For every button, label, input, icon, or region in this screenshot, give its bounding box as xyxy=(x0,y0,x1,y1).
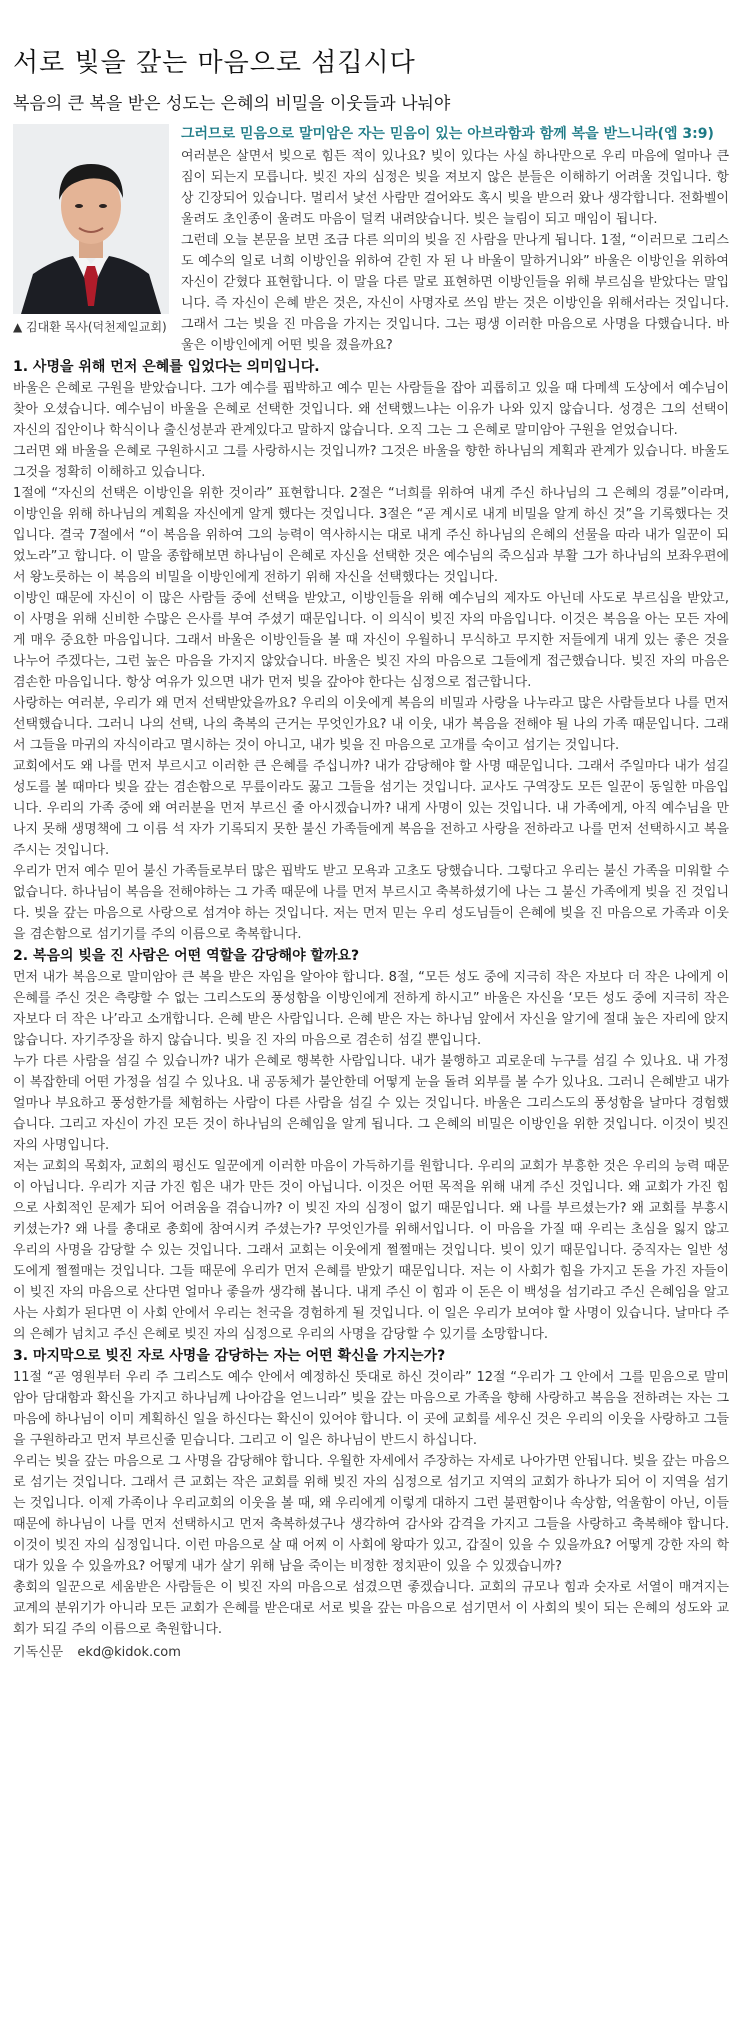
article-subtitle: 복음의 큰 복을 받은 성도는 은혜의 비밀을 이웃들과 나눠야 xyxy=(13,94,451,114)
article-title: 서로 빛을 갚는 마음으로 섬깁시다 xyxy=(13,48,416,78)
body-paragraph: 1절에 “자신의 선택은 이방인을 위한 것이라” 표현합니다. 2절은 “너희를 위하여 내게 주신 하나님의 그 은혜의 경륜”이라며, 이방인을 위해 하나님의 계획을 자신에게 알게 했다는 것입니다. 3절은 “곧 계시로 내게 비밀을 알게 하신 것”을 기록했다는 것입니다. 결국 7절에서 “이 복음을 위하여 그의 능력이 역사하시는 대로 내게 주신 하나님의 은혜의 선물을 따라 내가 일꾼이 되었노라”고 합니다. 이 말을 종합해보면 하나님이 은혜로 자신을 선택한 것은 예수님의 죽으심과 부활 그가 하나님의 보좌우편에서 왕노릇하는 이 복음의 비밀을 이방인에게 전하기 위해 자신을 선택했다는 것입니다. xyxy=(13,486,729,585)
photo-box xyxy=(13,124,169,335)
article-body xyxy=(13,146,729,1640)
body-paragraph: 11절 “곧 영원부터 우리 주 그리스도 예수 안에서 예정하신 뜻대로 하신 것이라” 12절 “우리가 그 안에서 그를 믿음으로 말미암아 담대함과 확신을 가지고 하나님께 나아감을 얻느니라” 빚을 갚는 마음으로 가족을 향해 사랑하고 복음을 전하려는 자는 그 마음에 하나님이 이미 계획하신 일을 하신다는 확신이 있어야 합니다. 이 곳에 교회를 세우신 것은 우리의 이웃을 사랑하고 그들을 구원하라고 먼저 부르신줄 믿습니다. 그리고 이 일은 하나님이 반드시 하십니다. xyxy=(13,1370,729,1448)
contact-email: ekd@kidok.com xyxy=(77,1645,181,1660)
body-paragraph: 바울은 은혜로 구원을 받았습니다. 그가 예수를 핍박하고 예수 믿는 사람들을 잡아 괴롭히고 있을 때 다메섹 도상에서 예수님이 찾아 오셨습니다. 예수님이 바울을 은혜로 선택한 것입니다. 왜 선택했느냐는 이유가 나와 있지 않습니다. 성경은 그의 선택이 자신의 집안이나 학식이나 출신성분과 관계있다고 말하지 않습니다. 오직 그는 그 은혜로 말미암아 구원을 얻었습니다. xyxy=(13,381,729,438)
body-paragraph: 그런데 오늘 본문을 보면 조금 다른 의미의 빚을 진 사람을 만나게 됩니다. 1절, “이러므로 그리스도 예수의 일로 너희 이방인을 위하여 갇힌 자 된 나 바울이 말하거니와” 바울은 이방인을 위하여 자신이 갇혔다 표현합니다. 이 말을 다른 말로 표현하면 이방인들을 위해 부르심을 받았다는 말입니다. 즉 자신이 은혜 받은 것은, 자신이 사명자로 쓰임 받는 것은 이방인을 위해서라는 것입니다. 그래서 그는 빚을 진 마음을 가지는 것입니다. 그는 평생 이러한 마음으로 사명을 다했습니다. 바울은 이방인에게 어떤 빚을 졌을까요? xyxy=(181,233,729,353)
body-paragraph: 교회에서도 왜 나를 먼저 부르시고 이러한 큰 은혜를 주십니까? 내가 감당해야 할 사명 때문입니다. 그래서 주일마다 내가 섬길 성도를 볼 때마다 빚을 갚는 겸손함으로 무릎이라도 꿇고 그들을 섬기는 것입니다. 교사도 구역장도 모든 일꾼이 동일한 마음입니다. 우리의 가족 중에 왜 여러분을 먼저 부르신 줄 아시겠습니까? 내게 사명이 있는 것입니다. 내 가족에게, 아직 예수님을 만나지 못해 생명책에 그 이름 석 자가 기록되지 못한 불신 가족들에게 복음을 전하고 사랑을 전하라고 나를 먼저 선택하시고 복을 주시는 것입니다. xyxy=(13,759,729,858)
body-paragraph: 총회의 일꾼으로 세움받은 사람들은 이 빚진 자의 마음으로 섬겼으면 좋겠습니다. 교회의 규모나 힘과 숫자로 서열이 매겨지는 교계의 분위기가 아니라 모든 교회가 은혜를 받은대로 서로 빚을 갚는 마음으로 섬기면서 이 사회의 빛이 되는 은혜의 성도와 교회가 되길 주의 이름으로 축원합니다. xyxy=(13,1580,729,1637)
scripture-verse: 그러므로 믿음으로 말미암은 자는 믿음이 있는 아브라함과 함께 복을 받느니라(엡 3:9) xyxy=(181,126,714,142)
body-paragraph: 누가 다른 사람을 섬길 수 있습니까? 내가 은혜로 행복한 사람입니다. 내가 불행하고 괴로운데 누구를 섬길 수 있나요. 내 가정이 복잡한데 어떤 가정을 섬길 수 있나요. 내 공동체가 불안한데 어떻게 눈을 돌려 외부를 볼 수가 있나요. 그러니 은혜받고 내가 얼마나 부요하고 풍성한가를 체험하는 사람이 다른 사람을 섬길 수 있는 것입니다. 바울은 그리스도의 풍성함을 날마다 경험했습니다. 그리고 자신이 가진 모든 것이 하나님의 은혜임을 알게 됩니다. 그 은혜의 비밀은 이방인을 위한 것입니다. 이것이 빚진자의 사명입니다. xyxy=(13,1054,729,1153)
body-paragraph: 그러면 왜 바울을 은혜로 구원하시고 그를 사랑하시는 것입니까? 그것은 바울을 향한 하나님의 계획과 관계가 있습니다. 바울도 그것을 정확히 이해하고 있습니다. xyxy=(13,444,729,480)
pastor-portrait-photo xyxy=(13,124,169,314)
section-heading: 1. 사명을 위해 먼저 은혜를 입었다는 의미입니다. xyxy=(13,359,320,375)
body-paragraph: 먼저 내가 복음으로 말미암아 큰 복을 받은 자임을 알아야 합니다. 8절, “모든 성도 중에 지극히 작은 자보다 더 작은 나에게 이 은혜를 주신 것은 측량할 수 없는 그리스도의 풍성함을 이방인에게 전하게 하시고” 바울은 자신을 ‘모든 성도 중에 지극히 작은 자보다 더 작은 나’라고 소개합니다. 은혜 받은 사람입니다. 은혜 받은 자는 하나님 앞에서 자신을 알기에 절대 높은 자리에 앉지 않습니다. 자기주장을 하지 않습니다. 빚을 진 자의 마음으로 겸손히 섬길 뿐입니다. xyxy=(13,970,729,1048)
section-heading: 3. 마지막으로 빚진 자로 사명을 감당하는 자는 어떤 확신을 가지는가? xyxy=(13,1348,446,1364)
body-paragraph: 저는 교회의 목회자, 교회의 평신도 일꾼에게 이러한 마음이 가득하기를 원합니다. 우리의 교회가 부흥한 것은 우리의 능력 때문이 아닙니다. 우리가 지금 가진 힘은 내가 만든 것이 아닙니다. 이것은 어떤 목적을 위해 내게 주신 것입니다. 왜 교회가 가진 힘으로 사회적인 문제가 되어 어려움을 겪습니까? 이 빚진 자의 심정이 없기 때문입니다. 왜 나를 부르셨는가? 왜 교회를 부흥시키셨는가? 왜 나를 총대로 총회에 참여시켜 주셨는가? 무엇인가를 위해서입니다. 이 마음을 가질 때 우리는 초심을 잃지 않고 우리의 사명을 감당할 수 있는 것입니다. 그래서 교회는 이웃에게 쩔쩔매는 것입니다. 빚이 있기 때문입니다. 중직자는 일반 성도에게 쩔쩔매는 것입니다. 그들 때문에 우리가 먼저 은혜를 받았기 때문입니다. 저는 이 사회가 힘을 가지고 돈을 가진 자들이 이 빚진 자의 마음으로 산다면 얼마나 좋을까 생각해 봅니다. 내게 주신 이 힘과 이 돈은 이 백성을 섬기라고 주신 은혜임을 알고 사는 사회가 된다면 이 사회 안에서 우리는 천국을 경험하게 될 것입니다. 이 일은 우리가 보여야 할 사명이 있습니다. 날마다 주의 은혜가 넘치고 주신 은혜로 빚진 자의 심정으로 우리의 사명을 감당할 수 있기를 소망합니다. xyxy=(13,1159,729,1342)
photo-caption: ▲ 김대환 목사(덕천제일교회) xyxy=(13,320,167,334)
body-paragraph: 우리는 빚을 갚는 마음으로 그 사명을 감당해야 합니다. 우월한 자세에서 주장하는 자세로 나아가면 안됩니다. 빚을 갚는 마음으로 섬기는 것입니다. 그래서 큰 교회는 작은 교회를 위해 빚진 자의 심정으로 섬기고 지역의 교회가 하나가 되어 이 지역을 섬기는 것입니다. 이제 가족이나 우리교회의 이웃을 볼 때, 왜 우리에게 이렇게 대하지 그런 불편함이나 속상함, 억울함이 아닌, 이들 때문에 하나님이 나를 먼저 선택하시고 먼저 축복하셨구나 생각하여 감사와 감격을 가지고 그들을 사랑하고 축복해야 합니다. 이것이 빚진 자의 심정입니다. 이런 마음으로 살 때 어찌 이 사회에 왕따가 있고, 갑질이 있을 수 있을까요? 어떻게 강한 자의 학대가 있을 수 있을까요? 어떻게 내가 살기 위해 남을 죽이는 비정한 정치판이 있을 수 있겠습니까? xyxy=(13,1454,729,1574)
body-paragraph: 이방인 때문에 자신이 이 많은 사람들 중에 선택을 받았고, 이방인들을 위해 예수님의 제자도 아닌데 사도로 부르심을 받았고, 이 사명을 위해 신비한 수많은 은사를 부여 주셨기 때문입니다. 이 의식이 빚진 자의 마음입니다. 이것은 복음을 아는 모든 자에게 매우 중요한 마음입니다. 그래서 바울은 이방인들을 볼 때 자신이 우월하니 무식하고 무지한 저들에게 내게 있는 좋은 것을 나누어 주겠다는, 그런 높은 마음을 가지지 않았습니다. 바울은 빚진 자의 마음으로 그들에게 접근했습니다. 빚진 자의 마음은 겸손한 마음입니다. 항상 여유가 있으면 내가 먼저 빚을 갚아야 한다는 심정으로 접근합니다. xyxy=(13,591,729,690)
source-label: 기독신문 xyxy=(13,1645,64,1660)
body-paragraph: 사랑하는 여러분, 우리가 왜 먼저 선택받았을까요? 우리의 이웃에게 복음의 비밀과 사랑을 나누라고 많은 사람들보다 나를 먼저 선택했습니다. 그러니 나의 선택, 나의 축복의 근거는 무엇인가요? 내 이웃, 내가 복음을 전해야 될 나의 가족 때문입니다. 그래서 그들을 마귀의 자식이라고 멸시하는 것이 아니고, 내가 빚을 진 마음으로 고개를 숙이고 섬기는 것입니다. xyxy=(13,696,729,753)
body-paragraph: 우리가 먼저 예수 믿어 불신 가족들로부터 많은 핍박도 받고 모욕과 고초도 당했습니다. 그렇다고 우리는 불신 가족을 미워할 수 없습니다. 하나님이 복음을 전해야하는 그 가족 때문에 나를 먼저 부르시고 축복하셨기에 나는 그 불신 가족에게 빚을 진 것입니다. 빚을 갚는 마음으로 사랑으로 섬겨야 하는 것입니다. 저는 먼저 믿는 우리 성도님들이 은혜에 빚을 진 마음으로 가족과 이웃을 겸손함으로 섬기기를 주의 이름으로 축복합니다. xyxy=(13,864,729,942)
body-paragraph: 여러분은 살면서 빚으로 힘든 적이 있나요? 빚이 있다는 사실 하나만으로 우리 마음에 얼마나 큰 짐이 되는지 모릅니다. 빚진 자의 심정은 빚을 져보지 않은 분들은 이해하기 어려울 것입니다. 항상 긴장되어 있습니다. 멀리서 낯선 사람만 걸어와도 혹시 빚을 받으러 왔나 생각합니다. 전화벨이 울려도 초인종이 울려도 마음이 덜컥 내려앉습니다. 빚은 늘림이 되고 매임이 됩니다. xyxy=(181,149,729,227)
article-footer xyxy=(13,1642,729,1663)
article xyxy=(13,0,729,1663)
section-heading: 2. 복음의 빚을 진 사람은 어떤 역할을 감당해야 할까요? xyxy=(13,948,360,964)
